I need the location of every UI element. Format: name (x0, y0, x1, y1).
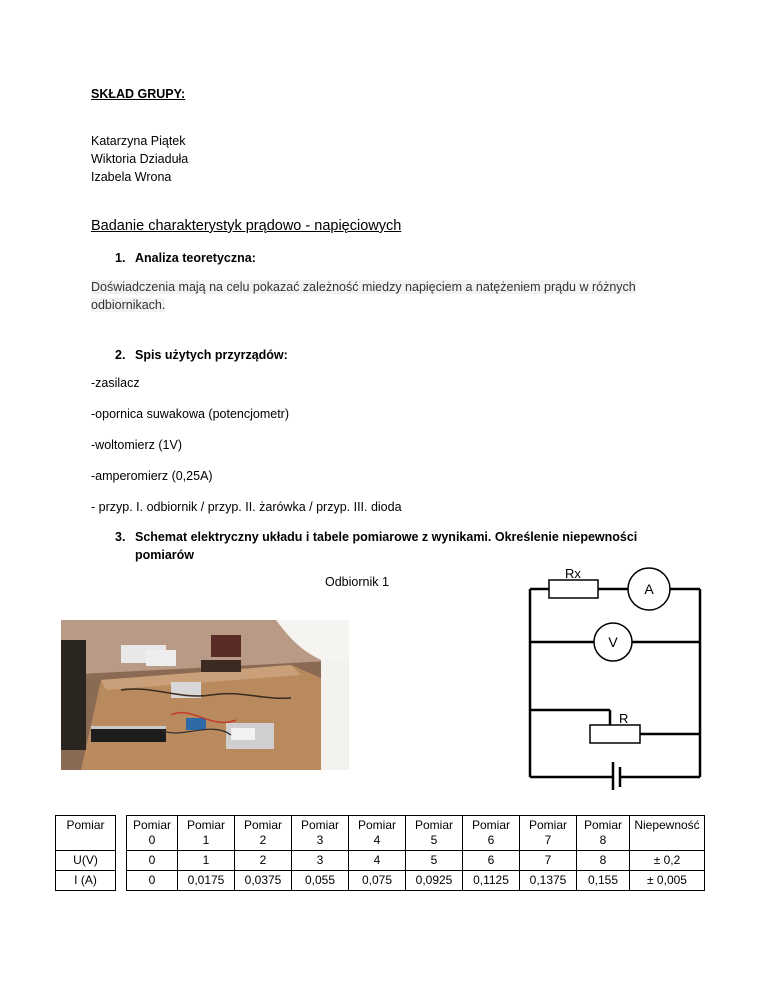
ammeter-label: A (644, 581, 654, 597)
voltmeter-label: V (608, 634, 618, 650)
section-1-heading (115, 249, 256, 267)
section-3-number: 3. (115, 530, 126, 544)
row-label-i: I (A) (56, 871, 116, 891)
row-label-u: U(V) (56, 851, 116, 871)
table-cell: 8 (577, 851, 630, 871)
instrument-item: -woltomierz (1V) (91, 438, 182, 452)
table-cell: 2 (235, 851, 292, 871)
page-title: Badanie charakterystyk prądowo - napięciowych (91, 218, 402, 234)
table-cell: 0,155 (577, 871, 630, 891)
analysis-line-2: odbiornikach. (91, 298, 166, 312)
table-header-cell: Pomiar 0 (127, 816, 178, 851)
table-header-cell: Pomiar (56, 816, 116, 851)
rx-label: Rx (565, 566, 581, 581)
table-cell: 0 (127, 851, 178, 871)
member-3: Izabela Wrona (91, 170, 172, 184)
uncertainty-header: Niepewność (630, 816, 705, 851)
instrument-item: - przyp. I. odbiornik / przyp. II. żarówka / przyp. III. dioda (91, 500, 402, 514)
analysis-text (91, 278, 636, 314)
group-heading: SKŁAD GRUPY: (91, 87, 186, 101)
table-cell: 5 (406, 851, 463, 871)
measurement-table (55, 815, 705, 891)
setup-photo (61, 620, 349, 770)
section-3-heading (115, 528, 675, 564)
section-2-number: 2. (115, 348, 126, 362)
analysis-line-1: Doświadczenia mają na celu pokazać zależność miedzy napięciem a natężeniem prądu w różnych (91, 280, 636, 294)
table-header-cell: Pomiar 2 (235, 816, 292, 851)
setup-photo-drawing (61, 620, 349, 770)
member-1: Katarzyna Piątek (91, 134, 186, 148)
table-cell: 0,0925 (406, 871, 463, 891)
table-cell: 3 (292, 851, 349, 871)
table-header-cell: Pomiar 3 (292, 816, 349, 851)
section-3-title: Schemat elektryczny układu i tabele pomiarowe z wynikami. Określenie niepewności (135, 530, 638, 544)
section-2-title: Spis użytych przyrządów: (135, 348, 288, 362)
section-1-number: 1. (115, 251, 126, 265)
instrument-item: -zasilacz (91, 376, 140, 390)
rx-resistor (549, 580, 598, 598)
table-cell: 0,055 (292, 871, 349, 891)
table-header-cell: Pomiar 6 (463, 816, 520, 851)
table-cell: 0,1125 (463, 871, 520, 891)
table-header-cell: Pomiar 1 (178, 816, 235, 851)
section-1-title: Analiza teoretyczna: (135, 251, 256, 265)
instrument-item: -opornica suwakowa (potencjometr) (91, 407, 290, 421)
table-cell: 0,0375 (235, 871, 292, 891)
table-cell: 0 (127, 871, 178, 891)
uncertainty-u: ± 0,2 (630, 851, 705, 871)
table-cell: 7 (520, 851, 577, 871)
table-header-cell: Pomiar 5 (406, 816, 463, 851)
figure-caption: Odbiornik 1 (325, 575, 389, 589)
table-header-cell: Pomiar 7 (520, 816, 577, 851)
table-cell: 0,1375 (520, 871, 577, 891)
uncertainty-i: ± 0,005 (630, 871, 705, 891)
table-row (56, 851, 705, 871)
instrument-item: -amperomierz (0,25A) (91, 469, 213, 483)
table-cell: 1 (178, 851, 235, 871)
table-row (56, 871, 705, 891)
table-cell: 0,0175 (178, 871, 235, 891)
table-cell: 6 (463, 851, 520, 871)
section-3-title-cont: pomiarów (135, 548, 195, 562)
table-cell: 0,075 (349, 871, 406, 891)
resistor-label: R (619, 711, 629, 726)
potentiometer (590, 725, 640, 743)
member-2: Wiktoria Dziaduła (91, 152, 189, 166)
section-2-heading (115, 346, 288, 364)
table-header-cell: Pomiar 4 (349, 816, 406, 851)
table-header-cell: Pomiar 8 (577, 816, 630, 851)
circuit-diagram (520, 562, 710, 790)
table-cell: 4 (349, 851, 406, 871)
